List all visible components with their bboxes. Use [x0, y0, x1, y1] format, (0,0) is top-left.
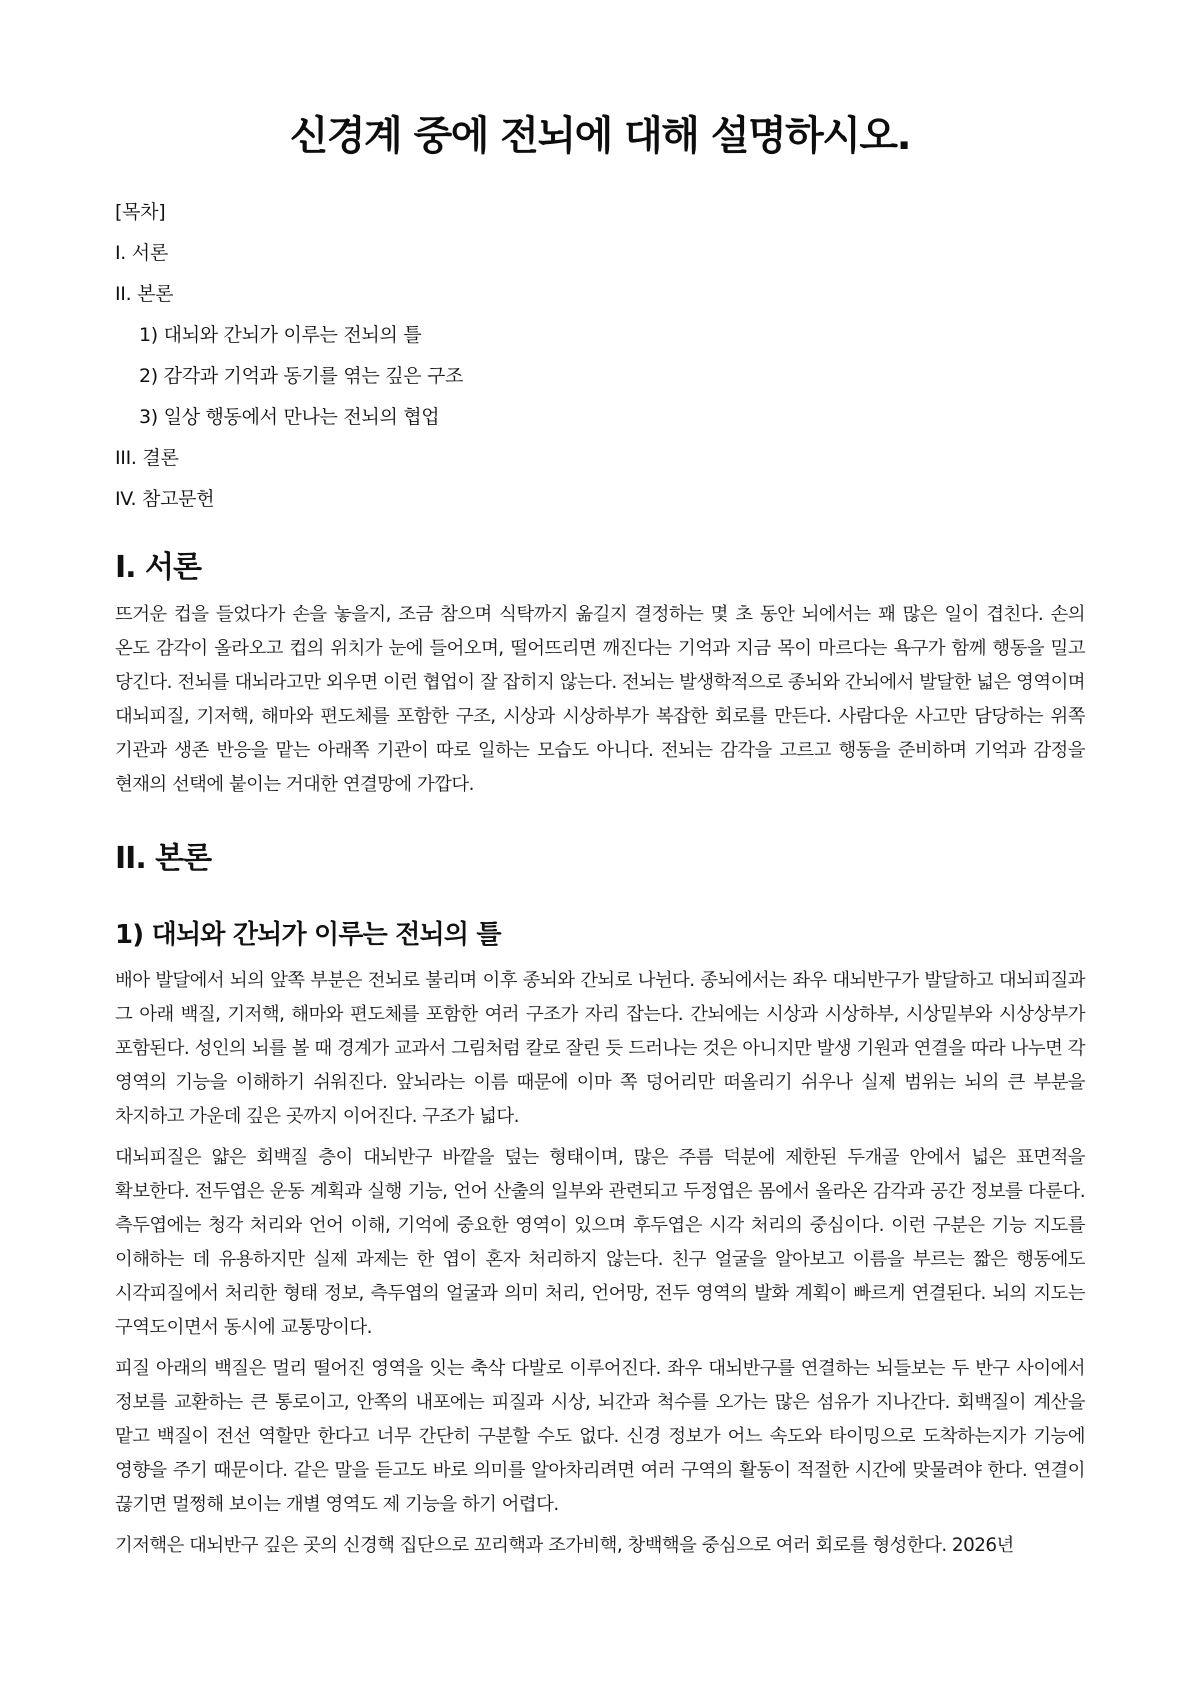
toc-item-conclusion: III. 결론: [115, 447, 179, 469]
toc-item-references: IV. 참고문헌: [115, 488, 215, 510]
body-paragraph-2: 대뇌피질은 얇은 회백질 층이 대뇌반구 바깥을 덮는 형태이며, 많은 주름 덕분에 제한된 두개골 안에서 넓은 표면적을 확보한다. 전두엽은 운동 계획과 실행 기능, 언어 산출의 일부와 관련되고 두정엽은 몸에서 올라온 감각과 공간 정보를 다룬다. 측두엽에는 청각 처리와 언어 이해, 기억에 중요한 영역이 있으며 후두엽은 시각 처리의 중심이다. 이런 구분은 기능 지도를 이해하는 데 유용하지만 실제 과제는 한 엽이 혼자 처리하지 않는다. 친구 얼굴을 알아보고 이름을 부르는 짧은 행동에도 시각피질에서 처리한 형태 정보, 측두엽의 얼굴과 의미 처리, 언어망, 전두 영역의 발화 계획이 빠르게 연결된다. 뇌의 지도는 구역도이면서 동시에 교통망이다.: [115, 1147, 1085, 1338]
body-paragraph-3: 피질 아래의 백질은 멀리 떨어진 영역을 잇는 축삭 다발로 이루어진다. 좌우 대뇌반구를 연결하는 뇌들보는 두 반구 사이에서 정보를 교환하는 큰 통로이고, 안쪽의 내포에는 피질과 시상, 뇌간과 척수를 오가는 많은 섬유가 지나간다. 회백질이 계산을 맡고 백질이 전선 역할만 한다고 너무 간단히 구분할 수도 없다. 신경 정보가 어느 속도와 타이밍으로 도착하는지가 기능에 영향을 주기 때문이다. 같은 말을 듣고도 바로 의미를 알아차리려면 여러 구역의 활동이 적절한 시간에 맞물려야 한다. 연결이 끊기면 멀쩡해 보이는 개별 영역도 제 기능을 하기 어렵다.: [115, 1358, 1085, 1515]
section-heading-main-body: II. 본론: [115, 841, 212, 876]
toc-item-introduction: I. 서론: [115, 242, 168, 264]
table-of-contents: [115, 200, 1085, 511]
toc-heading: [목차]: [115, 201, 166, 223]
toc-item-main-body: II. 본론: [115, 283, 174, 305]
document-title: 신경계 중에 전뇌에 대해 설명하시오.: [289, 113, 911, 159]
subsection-heading-1: 1) 대뇌와 간뇌가 이루는 전뇌의 틀: [115, 920, 501, 950]
body-paragraph-4: 기저핵은 대뇌반구 깊은 곳의 신경핵 집단으로 꼬리핵과 조가비핵, 창백핵을 중심으로 여러 회로를 형성한다. 2026년: [115, 1535, 1014, 1556]
toc-item-subsection-3: 3) 일상 행동에서 만나는 전뇌의 협업: [139, 406, 440, 428]
section-heading-introduction: I. 서론: [115, 550, 201, 585]
toc-item-subsection-2: 2) 감각과 기억과 동기를 엮는 깊은 구조: [139, 365, 464, 387]
intro-paragraph: 뜨거운 컵을 들었다가 손을 놓을지, 조금 참으며 식탁까지 옮길지 결정하는 몇 초 동안 뇌에서는 꽤 많은 일이 겹친다. 손의 온도 감각이 올라오고 컵의 위치가 눈에 들어오며, 떨어뜨리면 깨진다는 기억과 지금 목이 마르다는 욕구가 함께 행동을 밀고 당긴다. 전뇌를 대뇌라고만 외우면 이런 협업이 잘 잡히지 않는다. 전뇌는 발생학적으로 종뇌와 간뇌에서 발달한 넓은 영역이며 대뇌피질, 기저핵, 해마와 편도체를 포함한 구조, 시상과 시상하부가 복잡한 회로를 만든다. 사람다운 사고만 담당하는 위쪽 기관과 생존 반응을 맡는 아래쪽 기관이 따로 일하는 모습도 아니다. 전뇌는 감각을 고르고 행동을 준비하며 기억과 감정을 현재의 선택에 붙이는 거대한 연결망에 가깝다.: [115, 604, 1085, 795]
toc-item-subsection-1: 1) 대뇌와 간뇌가 이루는 전뇌의 틀: [139, 324, 422, 346]
body-paragraph-1: 배아 발달에서 뇌의 앞쪽 부분은 전뇌로 불리며 이후 종뇌와 간뇌로 나뉜다. 종뇌에서는 좌우 대뇌반구가 발달하고 대뇌피질과 그 아래 백질, 기저핵, 해마와 편도체를 포함한 여러 구조가 자리 잡는다. 간뇌에는 시상과 시상하부, 시상밑부와 시상상부가 포함된다. 성인의 뇌를 볼 때 경계가 교과서 그림처럼 칼로 잘린 듯 드러나는 것은 아니지만 발생 기원과 연결을 따라 나누면 각 영역의 기능을 이해하기 쉬워진다. 앞뇌라는 이름 때문에 이마 쪽 덩어리만 떠올리기 쉬우나 실제 범위는 뇌의 큰 부분을 차지하고 가운데 깊은 곳까지 이어진다. 구조가 넓다.: [115, 970, 1085, 1127]
